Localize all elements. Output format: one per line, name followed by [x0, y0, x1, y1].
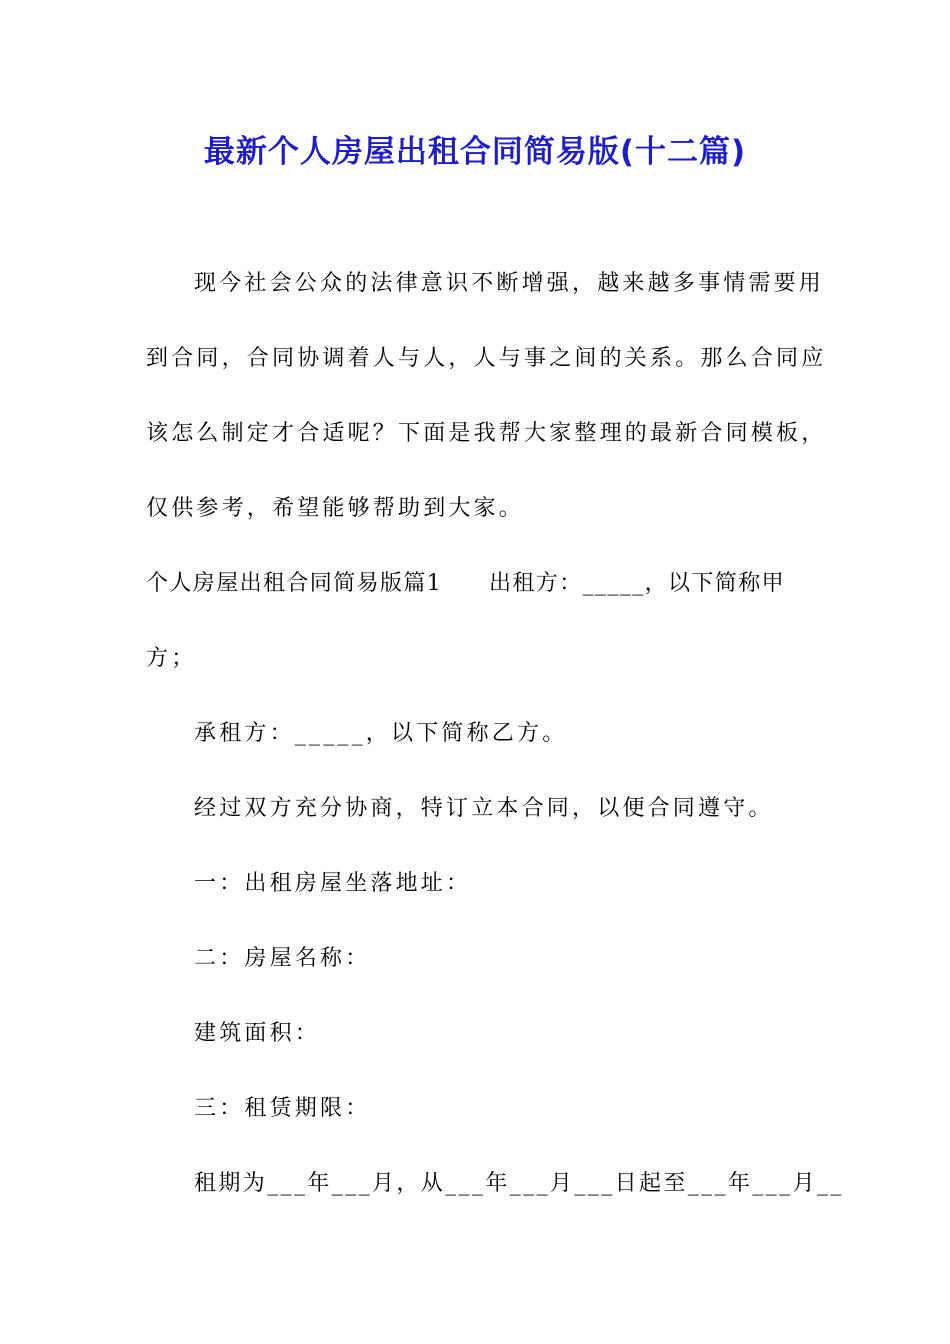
intro-line-2: 到合同，合同协调着人与人，人与事之间的关系。那么合同应 — [146, 346, 827, 371]
clause-agreement: 经过双方充分协商，特订立本合同，以便合同遵守。 — [194, 796, 774, 821]
section-heading-continuation: 方； — [146, 646, 197, 671]
clause-house-name: 二：房屋名称： — [194, 946, 371, 971]
intro-line-3: 该怎么制定才合适呢？下面是我帮大家整理的最新合同模板， — [146, 421, 827, 446]
document-title: 最新个人房屋出租合同简易版(十二篇) — [203, 134, 747, 170]
clause-address: 一：出租房屋坐落地址： — [194, 871, 472, 896]
clause-lease-term: 三：租赁期限： — [194, 1096, 371, 1121]
clause-lessee: 承租方：_____，以下简称乙方。 — [194, 721, 568, 746]
clause-floor-area: 建筑面积： — [194, 1021, 321, 1046]
intro-line-1: 现今社会公众的法律意识不断增强，越来越多事情需要用 — [194, 271, 825, 296]
section-heading-line: 个人房屋出租合同简易版篇1 出租方：_____，以下简称甲 — [146, 571, 785, 596]
intro-line-4: 仅供参考，希望能够帮助到大家。 — [146, 496, 525, 521]
clause-lease-period: 租期为___年___月，从___年___月___日起至___年___月__ — [194, 1171, 844, 1196]
